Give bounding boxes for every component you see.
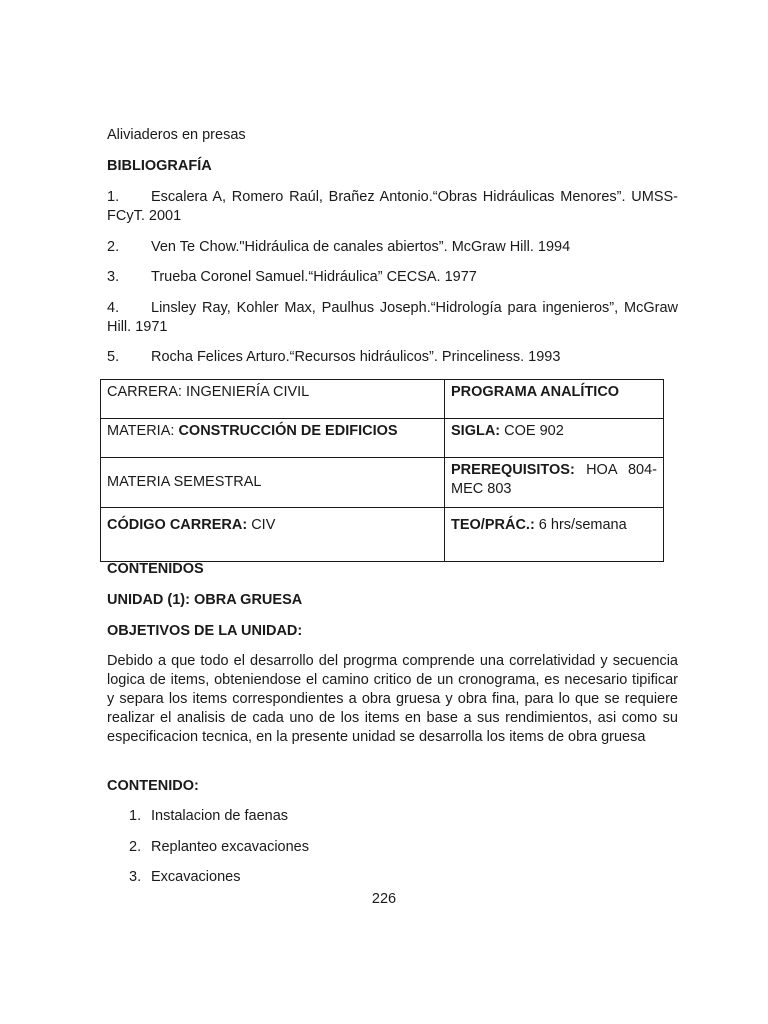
- bibliography-item-text: Ven Te Chow."Hidráulica de canales abiertos”. McGraw Hill. 1994: [151, 239, 571, 255]
- bibliography-item: [107, 188, 678, 226]
- teo-prac-label: TEO/PRÁC.:: [451, 517, 535, 533]
- list-item-text: Excavaciones: [151, 869, 241, 885]
- list-item-text: Instalacion de faenas: [151, 808, 289, 824]
- prerequisitos-cell: [445, 458, 664, 508]
- contenidos-title: CONTENIDOS: [107, 561, 204, 577]
- page-number: 226: [371, 891, 397, 907]
- materia-value: CONSTRUCCIÓN DE EDIFICIOS: [178, 423, 398, 439]
- table-row: [101, 380, 664, 419]
- contenido-title: CONTENIDO:: [107, 778, 199, 794]
- bibliography-item-number: 5.: [107, 349, 120, 365]
- table-row: [101, 419, 664, 458]
- prerequisitos-label: PREREQUISITOS:: [451, 462, 575, 478]
- bibliography-item-number: 4.: [107, 300, 120, 316]
- materia-semestral-text: MATERIA SEMESTRAL: [107, 474, 262, 490]
- bibliography-item: [107, 268, 678, 287]
- carrera-cell: [101, 380, 445, 419]
- materia-label: MATERIA:: [107, 423, 179, 439]
- bibliography-item-number: 1.: [107, 189, 120, 205]
- materia-cell: [101, 419, 445, 458]
- sigla-label: SIGLA:: [451, 423, 501, 439]
- list-item-number: 2.: [129, 839, 142, 855]
- list-item: [129, 807, 288, 826]
- bibliography-item-number: 3.: [107, 269, 120, 285]
- bibliography-item-text: Linsley Ray, Kohler Max, Paulhus Joseph.“Hidrología para ingenieros”, McGraw Hill. 1971: [107, 300, 678, 335]
- materia-semestral-cell: [101, 458, 445, 508]
- objetivos-paragraph: Debido a que todo el desarrollo del progrma comprende una correlatividad y secuencia logica de items, obteniendose el camino critico de un cronograma, es necesario tipificar y separa los items correspondientes a obra gruesa y obra fina, para lo que se requiere realizar el analisis de cada uno de los items en base a sus rendimientos, asi como su especificacion tecnica, en la presente unidad se desarrolla los items de obra gruesa: [107, 653, 678, 745]
- list-item-text: Replanteo excavaciones: [151, 839, 309, 855]
- sigla-cell: [445, 419, 664, 458]
- bibliography-item-number: 2.: [107, 239, 120, 255]
- bibliography-item-text: Escalera A, Romero Raúl, Brañez Antonio.“Obras Hidráulicas Menores”. UMSS- FCyT. 2001: [107, 189, 678, 224]
- teo-prac-value: 6 hrs/semana: [534, 517, 627, 533]
- program-table: [100, 379, 664, 562]
- list-item: [129, 838, 309, 857]
- carrera-text: CARRERA: INGENIERÍA CIVIL: [107, 384, 310, 400]
- table-row: [101, 458, 664, 508]
- list-item: [129, 868, 240, 887]
- prerequisitos-value: HOA 804-MEC 803: [451, 462, 657, 497]
- programa-text: PROGRAMA ANALÍTICO: [451, 384, 620, 400]
- codigo-carrera-cell: [101, 508, 445, 562]
- bibliography-item: [107, 299, 678, 337]
- bibliography-item-text: Trueba Coronel Samuel.“Hidráulica” CECSA. 1977: [151, 269, 477, 285]
- bibliography-item-text: Rocha Felices Arturo.“Recursos hidráulicos”. Princeliness. 1993: [151, 349, 561, 365]
- sigla-value: COE 902: [500, 423, 564, 439]
- codigo-carrera-value: CIV: [247, 517, 276, 533]
- header-line: Aliviaderos en presas: [107, 127, 246, 143]
- list-item-number: 1.: [129, 808, 142, 824]
- bibliography-item: [107, 348, 678, 367]
- table-row: [101, 508, 664, 562]
- codigo-carrera-label: CÓDIGO CARRERA:: [107, 517, 248, 533]
- bibliography-title: BIBLIOGRAFÍA: [107, 158, 212, 174]
- teo-prac-cell: [445, 508, 664, 562]
- objetivos-title: OBJETIVOS DE LA UNIDAD:: [107, 623, 303, 639]
- list-item-number: 3.: [129, 869, 142, 885]
- bibliography-item: [107, 238, 678, 257]
- programa-cell: [445, 380, 664, 419]
- unidad-title: UNIDAD (1): OBRA GRUESA: [107, 592, 303, 608]
